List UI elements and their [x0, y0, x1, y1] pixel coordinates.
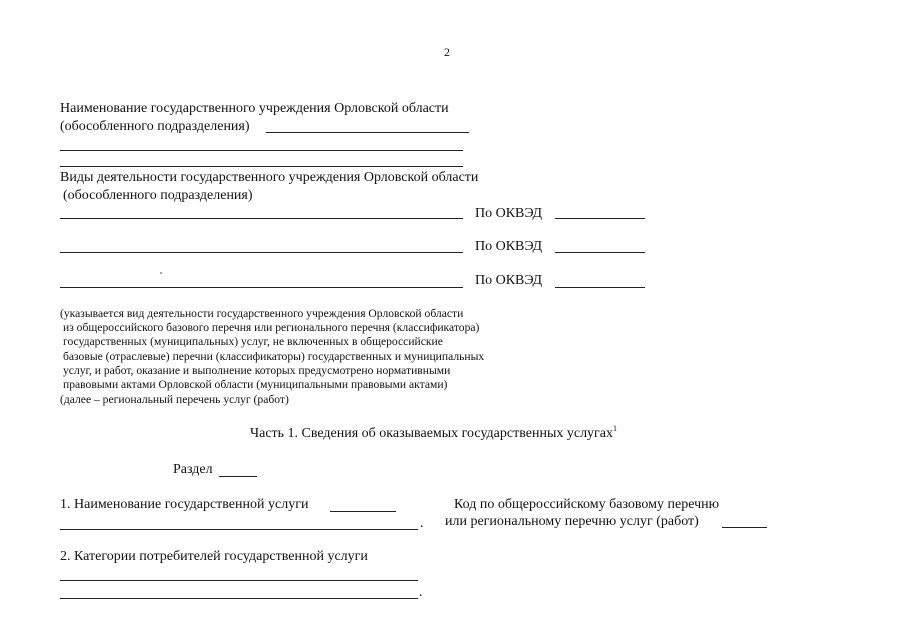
okved-label-2: По ОКВЭД [475, 239, 543, 254]
institution-field-line2[interactable] [60, 150, 463, 151]
institution-field-inline[interactable] [266, 132, 469, 133]
activity-field-2[interactable] [60, 252, 463, 253]
institution-field-line3[interactable] [60, 166, 463, 167]
service-code-field[interactable] [722, 527, 767, 528]
note-line-5: услуг, и работ, оказание и выполнение которых предусмотрено нормативными [63, 364, 451, 377]
note-line-1: (указывается вид деятельности государственного учреждения Орловской области [60, 307, 464, 320]
part-heading [250, 426, 617, 442]
activity-field-1[interactable] [60, 218, 463, 219]
section-number-field[interactable] [219, 476, 257, 477]
service-name-field-line2[interactable] [60, 529, 418, 530]
note-line-7: (далее – региональный перечень услуг (работ) [60, 393, 289, 406]
footnote-mark: 1 [613, 424, 618, 433]
activity-field-3[interactable] [60, 287, 463, 288]
service-name-end-dot: . [420, 516, 424, 531]
institution-label-line2: (обособленного подразделения) [60, 119, 250, 134]
activities-label-line1: Виды деятельности государственного учреждения Орловской области [60, 170, 479, 185]
consumers-end-dot: . [419, 585, 423, 600]
note-line-4: базовые (отраслевые) перечни (классификаторы) государственных и муниципальных [63, 350, 485, 363]
consumers-label: 2. Категории потребителей государственной услуги [60, 549, 368, 564]
service-name-label: 1. Наименование государственной услуги [60, 497, 309, 512]
consumers-field-line2[interactable] [60, 598, 418, 599]
consumers-field-line1[interactable] [60, 580, 418, 581]
service-code-label-line2: или региональному перечню услуг (работ) [445, 514, 699, 529]
service-code-label-line1: Код по общероссийскому базовому перечню [454, 497, 720, 512]
note-line-3: государственных (муниципальных) услуг, не включенных в общероссийские [63, 335, 443, 348]
note-line-2: из общероссийского базового перечня или регионального перечня (классификатора) [63, 321, 480, 334]
note-line-6: правовыми актами Орловской области (муниципальными правовыми актами) [63, 378, 448, 391]
okved-field-2[interactable] [555, 252, 645, 253]
service-name-field-inline[interactable] [330, 511, 396, 512]
scan-speck [160, 272, 162, 274]
okved-field-1[interactable] [555, 218, 645, 219]
okved-label-3: По ОКВЭД [475, 273, 543, 288]
section-label: Раздел [173, 462, 213, 477]
activities-label-line2: (обособленного подразделения) [63, 188, 253, 203]
okved-label-1: По ОКВЭД [475, 206, 543, 221]
okved-field-3[interactable] [555, 287, 645, 288]
part-title: Часть 1. Сведения об оказываемых государственных услугах [250, 426, 614, 441]
institution-label-line1: Наименование государственного учреждения Орловской области [60, 101, 449, 116]
page-number: 2 [444, 45, 450, 59]
